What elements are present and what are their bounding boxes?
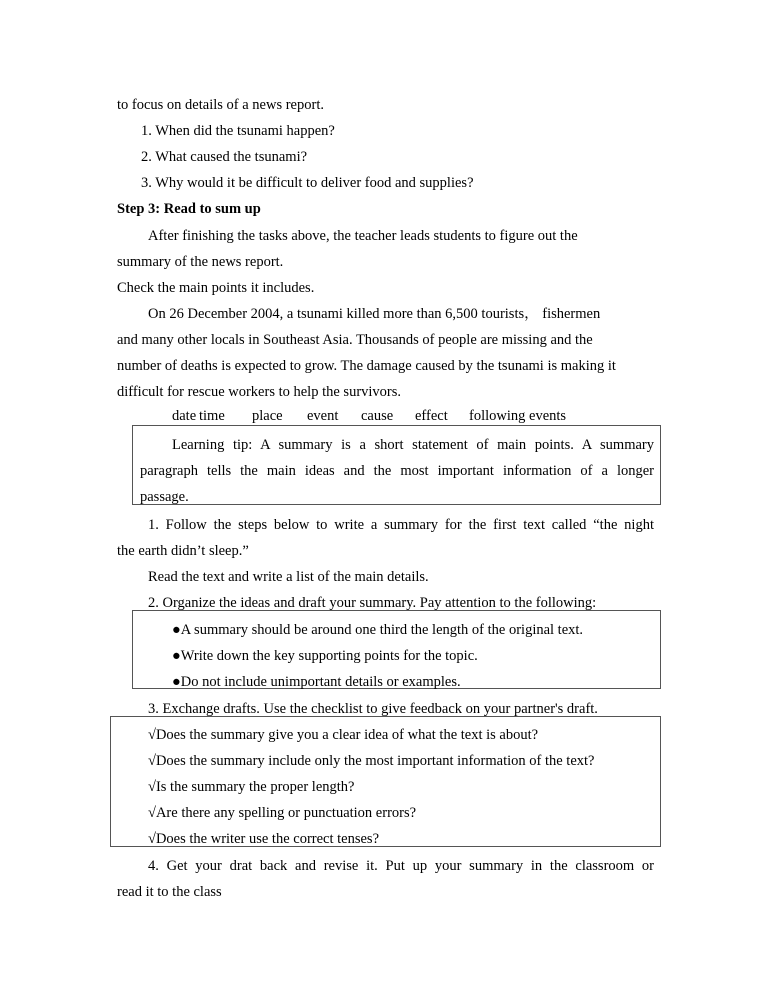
paragraph-line-1: On 26 December 2004, a tsunami killed more than 6,500 tourists， fishermen (148, 306, 601, 322)
point-effect: effect (415, 408, 448, 424)
follow-steps-line-2: the earth didn’t sleep.” (117, 543, 249, 559)
organize-instruction: 2. Organize the ideas and draft your summary. Pay attention to the following: (148, 595, 597, 611)
learning-tip-line-1: Learning tip: A summary is a short statement of main points. A summary (172, 437, 654, 453)
paragraph-line-4: difficult for rescue workers to help the survivors. (117, 384, 402, 400)
summary-tip-2: ●Write down the key supporting points for the topic. (172, 648, 478, 664)
point-following-events: following events (469, 408, 567, 424)
after-text-line-1: After finishing the tasks above, the teacher leads students to figure out the (148, 228, 578, 244)
checklist-item-5: √Does the writer use the correct tenses? (148, 831, 380, 847)
checklist-item-1: √Does the summary give you a clear idea of what the text is about? (148, 727, 539, 743)
exchange-instruction: 3. Exchange drafts. Use the checklist to give feedback on your partner's draft. (148, 701, 598, 717)
checklist-item-3: √Is the summary the proper length? (148, 779, 355, 795)
checklist-item-2: √Does the summary include only the most important information of the text? (148, 753, 595, 769)
paragraph-line-3: number of deaths is expected to grow. The damage caused by the tsunami is making it (117, 358, 616, 374)
learning-tip-line-2: paragraph tells the main ideas and the most important information of a longer (140, 463, 654, 479)
summary-tip-3: ●Do not include unimportant details or examples. (172, 674, 461, 690)
point-event: event (307, 408, 339, 424)
revise-line-1: 4. Get your drat back and revise it. Put up your summary in the classroom or (148, 858, 654, 874)
paragraph-line-2: and many other locals in Southeast Asia. Thousands of people are missing and the (117, 332, 593, 348)
checklist-item-4: √Are there any spelling or punctuation errors? (148, 805, 417, 821)
after-text-line-2: summary of the news report. (117, 254, 284, 270)
read-text-instruction: Read the text and write a list of the main details. (148, 569, 429, 585)
summary-tip-1: ●A summary should be around one third the length of the original text. (172, 622, 584, 638)
step-3-heading: Step 3: Read to sum up (117, 201, 261, 217)
point-place: place (252, 408, 283, 424)
question-1: 1. When did the tsunami happen? (141, 123, 335, 139)
learning-tip-line-3: passage. (140, 489, 189, 505)
question-3: 3. Why would it be difficult to deliver food and supplies? (141, 175, 474, 191)
point-time: time (199, 408, 225, 424)
point-cause: cause (361, 408, 394, 424)
point-date: date (172, 408, 197, 424)
follow-steps-line-1: 1. Follow the steps below to write a summary for the first text called “the night (148, 517, 654, 533)
intro-line: to focus on details of a news report. (117, 97, 324, 113)
question-2: 2. What caused the tsunami? (141, 149, 308, 165)
revise-line-2: read it to the class (117, 884, 222, 900)
check-main-points: Check the main points it includes. (117, 280, 315, 296)
